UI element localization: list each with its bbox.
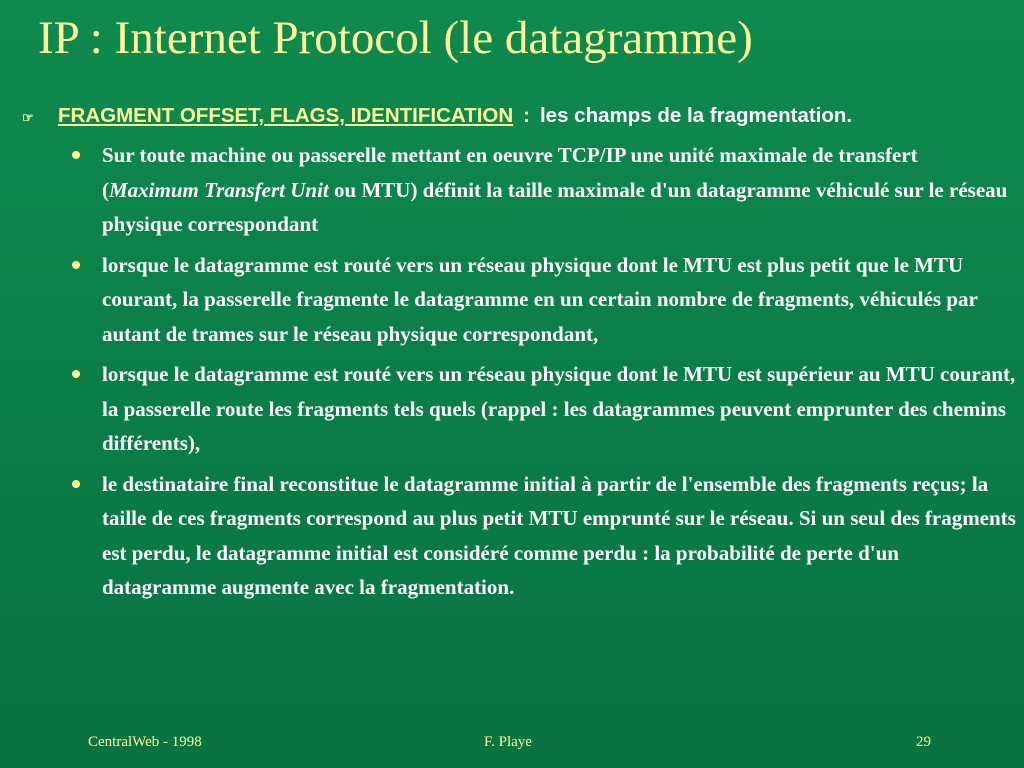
sub-bullet-list: [22, 138, 1018, 605]
sub-bullet-text-italic: Maximum Transfert Unit: [109, 177, 329, 202]
page-number: 29: [916, 734, 931, 750]
heading-colon: :: [523, 104, 530, 127]
pointing-hand-icon: ☞: [22, 110, 34, 125]
fragmentation-heading: FRAGMENT OFFSET, FLAGS, IDENTIFICATION: [58, 104, 514, 127]
sub-bullet-text-part: ou MTU) définit la taille maximale d'un datagramme véhiculé sur le réseau physique correspondant: [102, 177, 1008, 236]
dot-icon: [72, 480, 80, 488]
dot-icon: [72, 151, 80, 159]
sub-bullet-item: [22, 467, 1018, 605]
main-bullet-point: [22, 100, 1018, 132]
footer-source: CentralWeb - 1998: [88, 734, 202, 750]
dot-icon: [72, 370, 80, 378]
sub-bullet-text: lorsque le datagramme est routé vers un réseau physique dont le MTU est plus petit que le MTU courant, la passerelle fragmente le datagramme en un certain nombre de fragments, véhiculés par autant de trames sur le réseau physique correspondant,: [102, 252, 978, 346]
sub-bullet-text-part: Sur toute machine ou passerelle mettant en oeuvre TCP/IP une unité maximale de transfert (: [102, 143, 918, 202]
slide-title: IP : Internet Protocol (le datagramme): [38, 12, 753, 64]
sub-bullet-text: lorsque le datagramme est routé vers un réseau physique dont le MTU est supérieur au MTU courant, la passerelle route les fragments tels quels (rappel : les datagrammes peuvent emprunter des chemins différents),: [102, 362, 1016, 455]
slide-content: [22, 100, 1018, 611]
sub-bullet-item: [22, 357, 1018, 461]
sub-bullet-item: [22, 138, 1018, 242]
sub-bullet-item: [22, 248, 1018, 352]
footer-author: F. Playe: [484, 734, 532, 750]
main-point-text: les champs de la fragmentation.: [539, 104, 853, 127]
dot-icon: [72, 261, 80, 269]
sub-bullet-text: le destinataire final reconstitue le datagramme initial à partir de l'ensemble des fragments reçus; la taille de ces fragments correspond au plus petit MTU emprunté sur le réseau. Si un seul des fragments est perdu, le datagramme initial est considéré comme perdu : la probabilité de perte d'un datagramme augmente avec la fragmentation.: [102, 471, 1016, 599]
